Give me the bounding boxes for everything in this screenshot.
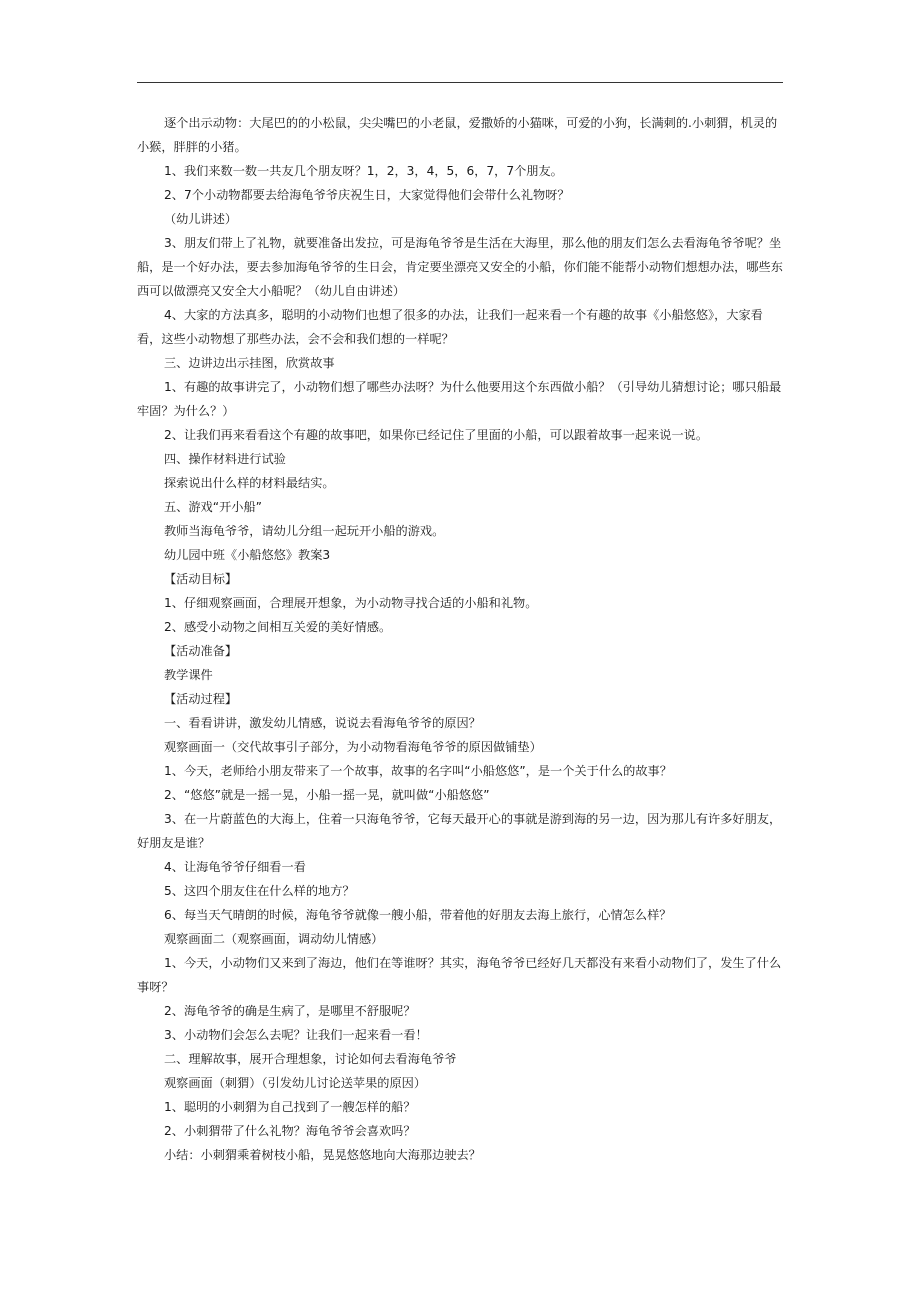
paragraph: 观察画面二（观察画面，调动幼儿情感） [164,932,384,946]
paragraph: 4、大家的方法真多，聪明的小动物们也想了很多的办法，让我们一起来看一个有趣的故事《小船悠悠》，大家看看，这些小动物想了那些办法，会不会和我们想的一样呢？ [137,308,763,346]
paragraph: 1、我们来数一数一共友几个朋友呀？1，2，3，4，5，6，7，7个朋友。 [164,164,563,178]
paragraph: 6、每当天气晴朗的时候，海龟爷爷就像一艘小船，带着他的好朋友去海上旅行，心情怎么样？ [164,908,672,922]
paragraph: 2、海龟爷爷的确是生病了，是哪里不舒服呢？ [164,1004,416,1018]
paragraph: 1、今天，小动物们又来到了海边，他们在等谁呀？其实，海龟爷爷已经好几天都没有来看小动物们了，发生了什么事呀？ [137,956,782,994]
paragraph: 五、游戏“开小船” [164,500,262,514]
paragraph: 【活动目标】 [164,572,238,586]
header-rule [137,82,783,83]
paragraph: 【活动准备】 [164,644,238,658]
paragraph: 2、“悠悠”就是一摇一晃，小船一摇一晃，就叫做“小船悠悠” [164,788,490,802]
paragraph: 三、边讲边出示挂图，欣赏故事 [164,356,335,370]
paragraph: 1、有趣的故事讲完了，小动物们想了哪些办法呀？为什么他要用这个东西做小船？（引导幼儿猜想讨论；哪只船最牢固？为什么？） [137,380,782,418]
document-body [137,111,787,1167]
paragraph: 教师当海龟爷爷，请幼儿分组一起玩开小船的游戏。 [164,524,445,538]
paragraph: 3、在一片蔚蓝色的大海上，住着一只海龟爷爷，它每天最开心的事就是游到海的另一边，因为那儿有许多好朋友，好朋友是谁？ [137,812,782,850]
paragraph: 1、仔细观察画面，合理展开想象，为小动物寻找合适的小船和礼物。 [164,596,538,610]
paragraph: 探索说出什么样的材料最结实。 [164,476,335,490]
paragraph: 一、看看讲讲，激发幼儿情感，说说去看海龟爷爷的原因？ [164,716,481,730]
paragraph: 观察画面一（交代故事引子部分，为小动物看海龟爷爷的原因做铺垫） [164,740,542,754]
paragraph: 5、这四个朋友住在什么样的地方？ [164,884,355,898]
paragraph: 2、7个小动物都要去给海龟爷爷庆祝生日，大家觉得他们会带什么礼物呀？ [164,188,570,202]
paragraph: 四、操作材料进行试验 [164,452,286,466]
paragraph: 2、感受小动物之间相互关爱的美好情感。 [164,620,392,634]
paragraph: 逐个出示动物：大尾巴的的小松鼠，尖尖嘴巴的小老鼠，爱撒娇的小猫咪，可爱的小狗，长满刺的.小刺猬，机灵的小猴，胖胖的小猪。 [137,116,778,154]
paragraph: 二、理解故事，展开合理想象，讨论如何去看海龟爷爷 [164,1052,457,1066]
paragraph: 2、小刺猬带了什么礼物？海龟爷爷会喜欢吗？ [164,1124,416,1138]
paragraph: 教学课件 [164,668,213,682]
paragraph: 3、小动物们会怎么去呢？让我们一起来看一看！ [164,1028,428,1042]
paragraph: 3、朋友们带上了礼物，就要准备出发拉，可是海龟爷爷是生活在大海里，那么他的朋友们怎么去看海龟爷爷呢？坐船，是一个好办法，要去参加海龟爷爷的生日会，肯定要坐漂亮又安全的小船，你们能不能帮小动物们想想办法，哪些东西可以做漂亮又安全大小船呢？（幼儿自由讲述） [137,236,783,298]
paragraph: 【活动过程】 [164,692,238,706]
paragraph: 观察画面（刺猬）（引发幼儿讨论送苹果的原因） [164,1076,427,1090]
paragraph: 幼儿园中班《小船悠悠》教案3 [164,548,331,562]
paragraph: 1、今天，老师给小朋友带来了一个故事，故事的名字叫“小船悠悠”，是一个关于什么的故事？ [164,764,672,778]
paragraph: （幼儿讲述） [164,212,238,226]
paragraph: 1、聪明的小刺猬为自己找到了一艘怎样的船？ [164,1100,416,1114]
paragraph: 小结：小刺猬乘着树枝小船，晃晃悠悠地向大海那边驶去？ [164,1148,481,1162]
paragraph: 4、让海龟爷爷仔细看一看 [164,860,306,874]
paragraph: 2、让我们再来看看这个有趣的故事吧，如果你已经记住了里面的小船，可以跟着故事一起来说一说。 [164,428,709,442]
